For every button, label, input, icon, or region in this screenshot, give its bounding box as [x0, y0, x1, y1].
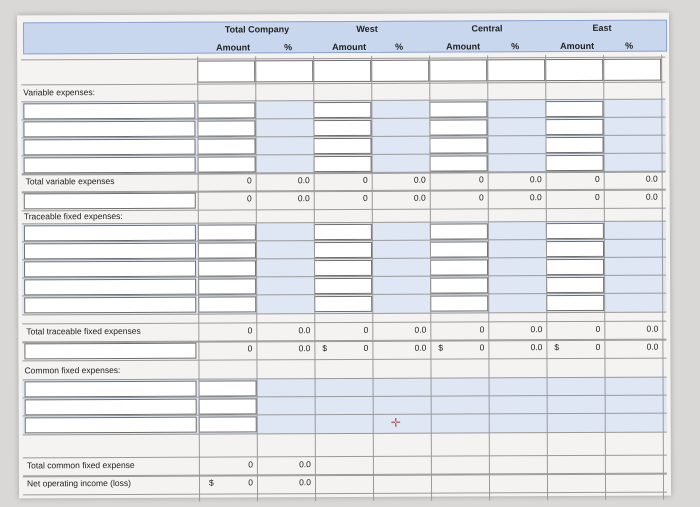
amount-input[interactable]: [429, 137, 487, 153]
input-cell[interactable]: [371, 60, 429, 82]
line-item-input[interactable]: [24, 243, 196, 260]
east-amount: 0: [595, 323, 601, 334]
line-item-input[interactable]: [24, 193, 196, 210]
central-dollar-sign: $: [438, 342, 444, 353]
amount-input[interactable]: [199, 398, 257, 414]
line-item-input[interactable]: [23, 103, 195, 120]
east-percent: 0.0: [646, 341, 659, 352]
east-amount: 0: [594, 173, 600, 184]
amount-input[interactable]: [314, 260, 372, 276]
line-item-input[interactable]: [24, 279, 196, 296]
total-company-percent: 0.0: [297, 175, 310, 186]
central-amount: 0: [479, 324, 485, 335]
east-percent: 0.0: [646, 323, 659, 334]
amount-input[interactable]: [314, 156, 372, 172]
amount-input[interactable]: [313, 138, 371, 154]
amount-input[interactable]: [197, 120, 255, 136]
line-item-input[interactable]: [24, 157, 196, 174]
amount-input[interactable]: [430, 277, 488, 293]
total-company-percent: 0.0: [297, 193, 310, 204]
total-company-amount: 0: [246, 175, 252, 186]
input-cell[interactable]: [429, 59, 487, 81]
line-item-input[interactable]: [25, 381, 197, 398]
header-total-company: Total Company: [224, 24, 290, 35]
amount-input[interactable]: [198, 260, 256, 276]
subheader-amount-east: Amount: [560, 40, 595, 52]
total-company-dollar-sign: $: [208, 477, 214, 488]
header-input-row: [21, 57, 665, 86]
traceable-fixed-expenses-label: Traceable fixed expenses:: [23, 210, 123, 222]
total-company-percent: 0.0: [298, 325, 311, 336]
common-fixed-expenses-label: Common fixed expenses:: [24, 364, 121, 376]
west-percent: 0.0: [414, 324, 427, 335]
line-item-input[interactable]: [24, 261, 196, 278]
subheader-percent-west: %: [395, 41, 404, 52]
amount-input[interactable]: [314, 242, 372, 258]
amount-input[interactable]: [313, 120, 371, 136]
east-amount: 0: [595, 341, 601, 352]
amount-input[interactable]: [429, 119, 487, 135]
line-item-input[interactable]: [25, 417, 197, 434]
total-company-percent: 0.0: [299, 459, 311, 470]
line-item-input[interactable]: [24, 297, 196, 314]
east-percent: 0.0: [645, 173, 658, 184]
amount-input[interactable]: [199, 416, 257, 432]
amount-input[interactable]: [429, 101, 487, 117]
west-amount: 0: [363, 324, 369, 335]
amount-input[interactable]: [314, 224, 372, 240]
subheader-percent-total: %: [284, 42, 293, 53]
east-percent: 0.0: [645, 191, 658, 202]
header-west: West: [356, 23, 378, 34]
input-cell[interactable]: [313, 60, 371, 82]
amount-input[interactable]: [199, 380, 257, 396]
amount-input[interactable]: [314, 278, 372, 294]
line-item-input[interactable]: [24, 225, 196, 242]
subheader-amount-total: Amount: [216, 42, 251, 53]
central-percent: 0.0: [529, 192, 542, 203]
input-cell[interactable]: [603, 59, 661, 81]
amount-input[interactable]: [430, 155, 488, 171]
line-item-input[interactable]: [24, 343, 196, 360]
amount-input[interactable]: [198, 296, 256, 312]
central-amount: 0: [478, 192, 484, 203]
total-company-percent: 0.0: [298, 343, 311, 354]
net-operating-income-label: Net operating income (loss): [26, 477, 131, 489]
east-amount: 0: [594, 191, 600, 202]
amount-input[interactable]: [197, 138, 255, 154]
total-company-percent: 0.0: [299, 477, 312, 488]
west-amount: 0: [362, 192, 368, 203]
traceable-expense-row: [22, 293, 666, 316]
cursor-crosshair-icon: ✛: [390, 415, 401, 430]
west-percent: 0.0: [413, 174, 426, 185]
west-percent: 0.0: [414, 342, 427, 353]
header-central: Central: [471, 23, 503, 34]
subheader-amount-central: Amount: [446, 41, 481, 52]
common-expense-row: [23, 413, 667, 436]
line-item-input[interactable]: [23, 139, 195, 156]
line-item-input[interactable]: [23, 121, 195, 138]
total-company-amount: 0: [248, 477, 254, 488]
net-operating-income-row: [23, 473, 667, 496]
amount-input[interactable]: [545, 119, 603, 135]
subheader-percent-east: %: [625, 40, 634, 51]
segment-margin-row: [22, 339, 666, 362]
west-amount: 0: [362, 174, 368, 185]
amount-input[interactable]: [430, 259, 488, 275]
amount-input[interactable]: [198, 278, 256, 294]
input-cell[interactable]: [487, 59, 545, 81]
amount-input[interactable]: [430, 223, 488, 239]
total-company-amount: 0: [247, 325, 253, 336]
west-dollar-sign: $: [322, 343, 328, 354]
amount-input[interactable]: [430, 295, 488, 311]
amount-input[interactable]: [546, 295, 604, 311]
central-amount: 0: [479, 342, 485, 353]
amount-input[interactable]: [545, 137, 603, 153]
amount-input[interactable]: [546, 277, 604, 293]
header-east: East: [592, 22, 612, 33]
west-amount: 0: [363, 342, 369, 353]
total-common-fixed-label: Total common fixed expense: [26, 459, 135, 471]
amount-input[interactable]: [198, 242, 256, 258]
central-percent: 0.0: [529, 174, 542, 185]
variable-expenses-label: Variable expenses:: [23, 87, 95, 98]
amount-input[interactable]: [198, 156, 256, 172]
central-percent: 0.0: [530, 324, 543, 335]
west-percent: 0.0: [413, 192, 426, 203]
amount-input[interactable]: [546, 241, 604, 257]
subheader-amount-west: Amount: [332, 41, 367, 53]
amount-input[interactable]: [546, 259, 604, 275]
amount-input[interactable]: [314, 296, 372, 312]
total-company-amount: 0: [247, 343, 253, 354]
contribution-margin-row: [22, 189, 666, 212]
subheader-percent-central: %: [511, 41, 520, 52]
input-cell[interactable]: [545, 59, 603, 81]
amount-input[interactable]: [197, 102, 255, 118]
line-item-input[interactable]: [25, 399, 197, 416]
input-cell[interactable]: [197, 60, 255, 82]
input-cell[interactable]: [255, 60, 313, 82]
total-company-amount: 0: [248, 459, 253, 470]
amount-input[interactable]: [545, 101, 603, 117]
amount-input[interactable]: [546, 223, 604, 239]
amount-input[interactable]: [546, 155, 604, 171]
east-dollar-sign: $: [554, 342, 560, 353]
total-company-amount: 0: [246, 193, 252, 204]
total-variable-expenses-label: Total variable expenses: [25, 176, 115, 187]
amount-input[interactable]: [430, 241, 488, 257]
central-percent: 0.0: [530, 342, 543, 353]
central-amount: 0: [478, 174, 484, 185]
total-traceable-fixed-label: Total traceable fixed expenses: [26, 325, 141, 337]
amount-input[interactable]: [313, 102, 371, 118]
worksheet-paper: [17, 13, 671, 499]
amount-input[interactable]: [198, 224, 256, 240]
